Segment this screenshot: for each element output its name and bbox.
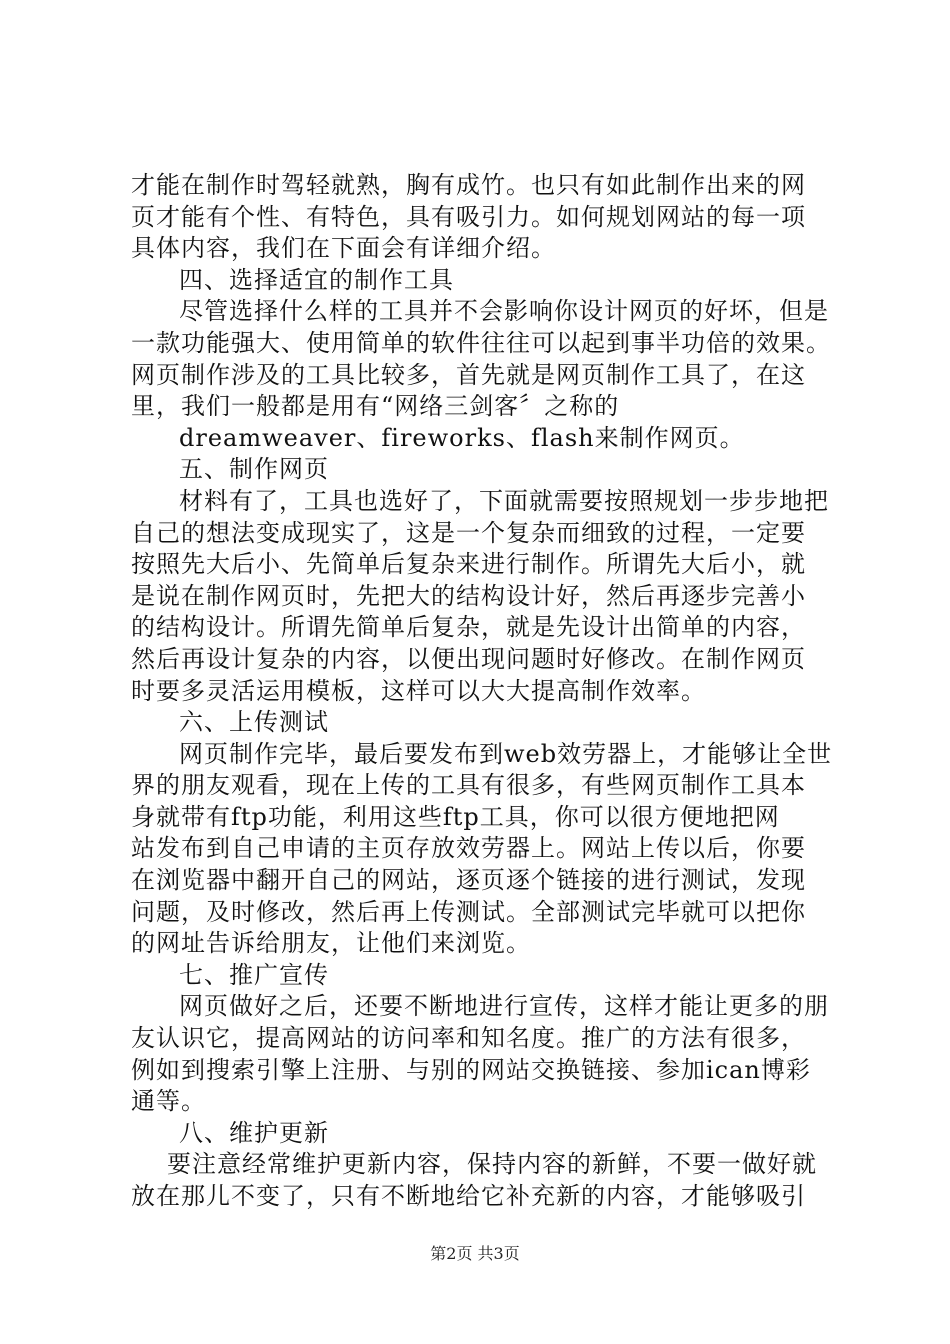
paragraph-line: 问题，及时修改，然后再上传测试。全部测试完毕就可以把你 <box>131 897 806 926</box>
paragraph-line: 站发布到自己申请的主页存放效劳器上。网站上传以后，你要 <box>131 834 806 863</box>
section-heading: 六、上传测试 <box>179 708 329 737</box>
paragraph-line: 是说在制作网页时，先把大的结构设计好，然后再逐步完善小 <box>131 581 806 610</box>
body-text <box>131 170 841 1213</box>
paragraph-first-line: 材料有了，工具也选好了，下面就需要按照规划一步步地把 <box>179 486 829 515</box>
paragraph-line: 界的朋友观看，现在上传的工具有很多，有些网页制作工具本 <box>131 771 806 800</box>
section-heading: 四、选择适宜的制作工具 <box>179 265 454 294</box>
paragraph-first-line: 要注意经常维护更新内容，保持内容的新鲜，不要一做好就 <box>167 1150 817 1179</box>
paragraph-line: 通等。 <box>131 1087 206 1116</box>
paragraph-first-line: 网页制作完毕，最后要发布到web效劳器上，才能够让全世 <box>179 739 833 768</box>
paragraph-line: 按照先大后小、先简单后复杂来进行制作。所谓先大后小，就 <box>131 550 806 579</box>
paragraph-line: 页才能有个性、有特色，具有吸引力。如何规划网站的每一项 <box>131 202 806 231</box>
section-heading: 五、制作网页 <box>179 455 329 484</box>
paragraph-line: 里，我们一般都是用有“网络三剑客〞之称的 <box>131 392 620 421</box>
paragraph-first-line: 尽管选择什么样的工具并不会影响你设计网页的好坏，但是 <box>179 297 829 326</box>
paragraph-first-line: 网页做好之后，还要不断地进行宣传，这样才能让更多的朋 <box>179 992 829 1021</box>
paragraph-line: 的结构设计。所谓先简单后复杂，就是先设计出简单的内容， <box>131 613 806 642</box>
paragraph-line: 放在那儿不变了，只有不断地给它补充新的内容，才能够吸引 <box>131 1182 806 1210</box>
paragraph-line: 一款功能强大、使用简单的软件往往可以起到事半功倍的效果。 <box>131 328 831 357</box>
paragraph-line: 例如到搜索引擎上注册、与别的网站交换链接、参加ican博彩 <box>131 1055 811 1084</box>
paragraph-line: 自己的想法变成现实了，这是一个复杂而细致的过程，一定要 <box>131 518 806 547</box>
paragraph-line: 时要多灵活运用模板，这样可以大大提高制作效率。 <box>131 676 706 705</box>
paragraph-line: 在浏览器中翻开自己的网站，逐页逐个链接的进行测试，发现 <box>131 866 806 895</box>
section-heading: 八、维护更新 <box>179 1118 329 1147</box>
paragraph-line: 具体内容，我们在下面会有详细介绍。 <box>131 234 556 263</box>
paragraph-line: 然后再设计复杂的内容，以便出现问题时好修改。在制作网页 <box>131 644 806 673</box>
paragraph-line: 网页制作涉及的工具比较多，首先就是网页制作工具了，在这 <box>131 360 806 389</box>
paragraph-line: dreamweaver、fireworks、flash来制作网页。 <box>179 423 745 452</box>
paragraph-line: 的网址告诉给朋友，让他们来浏览。 <box>131 929 531 958</box>
paragraph-line: 友认识它，提高网站的访问率和知名度。推广的方法有很多， <box>131 1024 806 1053</box>
paragraph-line: 身就带有ftp功能，利用这些ftp工具，你可以很方便地把网 <box>131 802 780 831</box>
paragraph-line: 才能在制作时驾轻就熟，胸有成竹。也只有如此制作出来的网 <box>131 171 806 199</box>
page-number-footer: 第2页 共3页 <box>430 1244 520 1263</box>
section-heading: 七、推广宣传 <box>179 960 329 989</box>
